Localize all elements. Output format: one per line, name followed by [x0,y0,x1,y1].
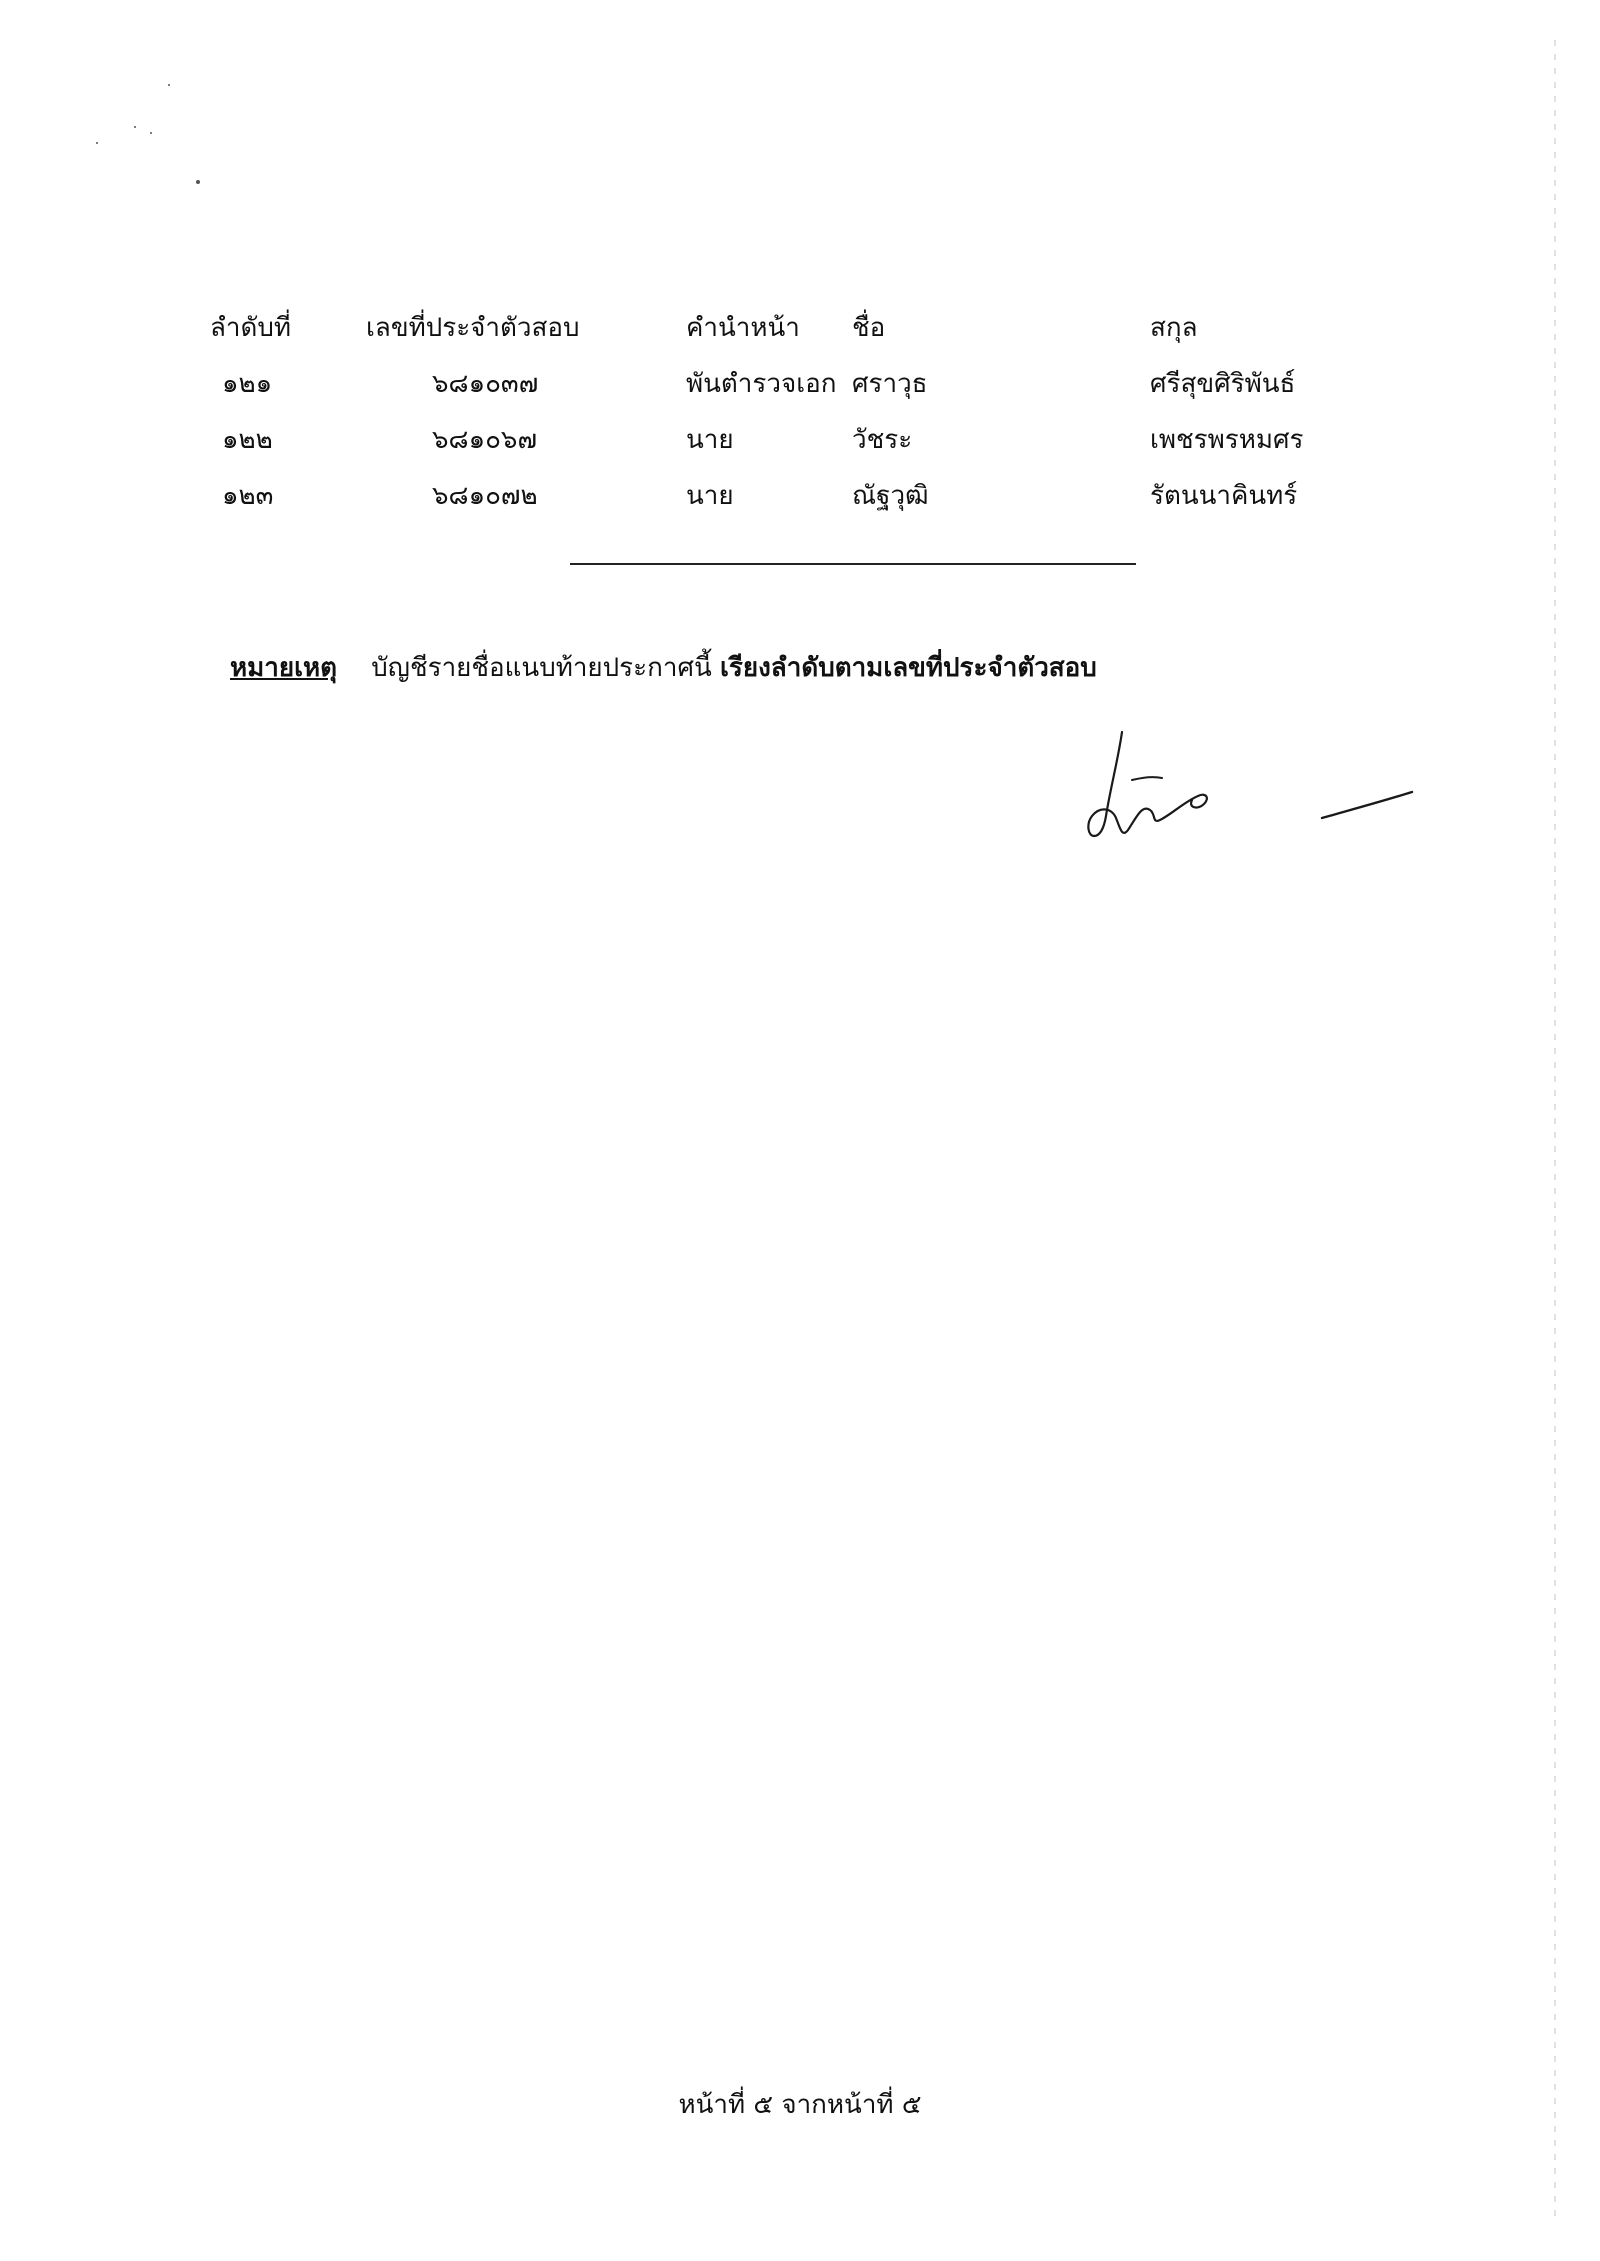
row-first-name: ณัฐวุฒิ [852,481,929,511]
row-exam-id: ๖๘๑๐๓๗ [432,369,539,399]
row-order: ๑๒๒ [222,425,273,455]
remark-emphasis: เรียงลำดับตามเลขที่ประจำตัวสอบ [720,653,1097,683]
table-row [210,356,1360,412]
header-last-name: สกุล [1150,313,1198,343]
row-exam-id: ๖๘๑๐๖๗ [432,425,537,455]
remark-label: หมายเหตุ [230,653,338,683]
row-last-name: รัตนนาคินทร์ [1150,481,1298,511]
header-order: ลำดับที่ [210,313,292,343]
scan-edge-artifact [1554,40,1556,2220]
scan-speck [96,142,98,144]
row-last-name: เพชรพรหมศร [1150,425,1304,455]
remark-line [230,648,1097,688]
row-first-name: ศราวุธ [852,369,928,399]
scan-speck [168,84,170,86]
scan-speck [134,126,136,128]
page-footer [0,2085,1600,2125]
page-number-text: หน้าที่ ๕ จากหน้าที่ ๕ [678,2090,922,2120]
row-last-name: ศรีสุขศิริพันธ์ [1150,369,1296,399]
signature-mark [1060,720,1430,860]
row-order: ๑๒๑ [222,369,273,399]
header-first-name: ชื่อ [852,313,886,343]
scan-speck [196,180,200,184]
table-row [210,468,1360,524]
table-end-divider [570,563,1136,565]
header-title: คำนำหน้า [686,313,800,343]
header-exam-id: เลขที่ประจำตัวสอบ [366,313,580,343]
row-title: นาย [686,481,734,511]
row-exam-id: ๖๘๑๐๗๒ [432,481,538,511]
remark-text: บัญชีรายชื่อแนบท้ายประกาศนี้ [371,653,712,683]
scan-speck [150,132,152,134]
row-title: พันตำรวจเอก [686,369,837,399]
row-first-name: วัชระ [852,425,913,455]
table-row [210,412,1360,468]
row-title: นาย [686,425,734,455]
row-order: ๑๒๓ [222,481,274,511]
candidate-table [210,300,1360,524]
table-header-row [210,300,1360,356]
